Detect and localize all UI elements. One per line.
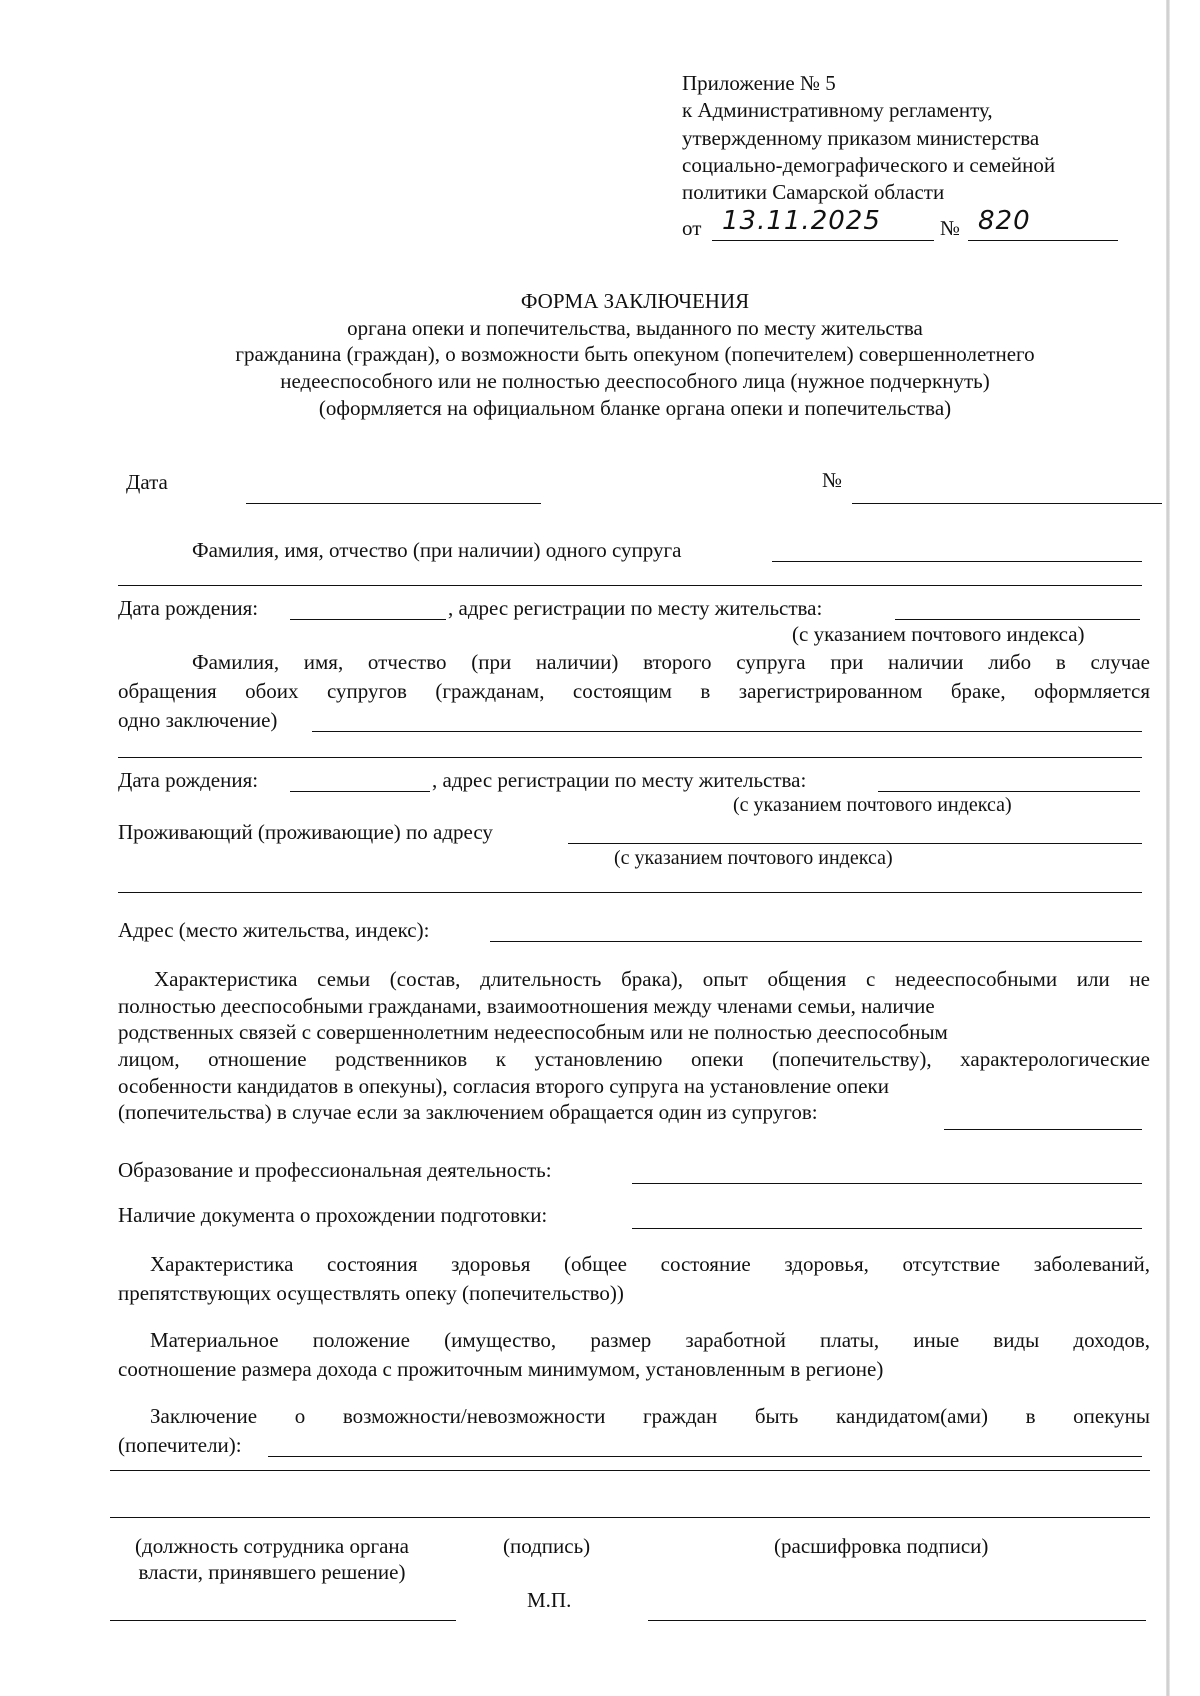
date-label: Дата	[126, 470, 168, 494]
signature-position-line-2: власти, принявшего решение)	[138, 1559, 406, 1584]
title-line-4: (оформляется на официальном бланке органа опеки и попечительства)	[318, 395, 952, 420]
spouse2-intro-line-1: Фамилия, имя, отчество (при наличии) второго супруга при наличии либо в случае	[192, 650, 1150, 674]
annex-line-3: утвержденному приказом министерства	[682, 125, 1040, 150]
residence-label: Проживающий (проживающие) по адресу	[118, 820, 493, 844]
family-line-5: особенности кандидатов в опекуны), согласия второго супруга на установление опеки	[118, 1073, 889, 1098]
signature-position-caption	[112, 1534, 432, 1585]
spouse2-birth-field[interactable]	[290, 791, 430, 792]
residence-field-continued[interactable]	[118, 892, 1142, 893]
title-line-1: органа опеки и попечительства, выданного по месту жительства	[347, 315, 923, 340]
family-line-3: родственных связей с совершеннолетним недееспособным или не полностью дееспособным	[118, 1020, 948, 1045]
family-line-6: (попечительства) в случае если за заключением обращается один из супругов:	[118, 1100, 818, 1125]
title-line-2: гражданина (граждан), о возможности быть опекуном (попечителем) совершеннолетнего	[235, 342, 1035, 367]
number-label: №	[822, 468, 843, 492]
spouse1-address-field[interactable]	[895, 619, 1140, 620]
conclusion-field[interactable]	[268, 1456, 1142, 1457]
page-title: ФОРМА ЗАКЛЮЧЕНИЯ	[520, 289, 750, 313]
spouse1-postal-hint: (с указанием почтового индекса)	[792, 622, 1085, 646]
spouse1-birth-field[interactable]	[290, 619, 446, 620]
annex-number-prefix: №	[940, 216, 961, 240]
spouse2-intro-line-3: одно заключение)	[118, 708, 278, 732]
spouse2-address-field[interactable]	[878, 791, 1140, 792]
conclusion-field-continued[interactable]	[110, 1470, 1150, 1471]
family-field[interactable]	[944, 1129, 1142, 1130]
finance-line-2: соотношение размера дохода с прожиточным минимумом, установленным в регионе)	[118, 1357, 884, 1381]
spouse1-name-field[interactable]	[772, 561, 1142, 562]
address-label: Адрес (место жительства, индекс):	[118, 918, 430, 942]
spouse2-name-field[interactable]	[312, 731, 1142, 732]
annex-block	[682, 70, 1142, 206]
finance-line-1: Материальное положение (имущество, размер заработной платы, иные виды доходов,	[150, 1328, 1150, 1352]
annex-number-underline	[968, 240, 1118, 241]
family-line-2: полностью дееспособными гражданами, взаимоотношения между членами семьи, наличие	[118, 993, 935, 1018]
signature-position-field[interactable]	[110, 1620, 456, 1621]
spouse2-intro-line-2: обращения обоих супругов (гражданам, состоящим в зарегистрированном браке, оформляется	[118, 679, 1150, 703]
scan-edge	[1166, 0, 1170, 1696]
spouse1-name-field-continued[interactable]	[118, 585, 1142, 586]
number-field[interactable]	[852, 503, 1162, 504]
spouse2-name-field-continued[interactable]	[118, 757, 1142, 758]
stamp-mark: М.П.	[527, 1588, 572, 1612]
annex-date-prefix: от	[682, 216, 702, 240]
title-line-3: недееспособного или не полностью дееспособного лица (нужное подчеркнуть)	[280, 368, 990, 393]
signature-decode-field[interactable]	[648, 1620, 1146, 1621]
signature-decode-caption: (расшифровка подписи)	[774, 1534, 989, 1558]
training-label: Наличие документа о прохождении подготовки:	[118, 1203, 548, 1227]
education-field[interactable]	[632, 1183, 1142, 1184]
conclusion-line-1: Заключение о возможности/невозможности граждан быть кандидатом(ами) в опекуны	[150, 1404, 1150, 1428]
date-field[interactable]	[246, 503, 541, 504]
spouse1-name-label: Фамилия, имя, отчество (при наличии) одного супруга	[192, 538, 682, 562]
signature-sign-caption: (подпись)	[503, 1534, 591, 1558]
spouse1-birth-label: Дата рождения:	[118, 596, 259, 620]
conclusion-field-continued-2[interactable]	[110, 1517, 1150, 1518]
family-line-4: лицом, отношение родственников к установлению опеки (попечительству), характерологические	[118, 1046, 1150, 1071]
signature-position-line-1: (должность сотрудника органа	[135, 1534, 409, 1558]
training-field[interactable]	[632, 1228, 1142, 1229]
annex-number-handwritten: 820	[978, 206, 1031, 236]
spouse2-birth-label: Дата рождения:	[118, 768, 259, 792]
annex-line-5: политики Самарской области	[682, 180, 945, 205]
form-title-block	[110, 288, 1160, 421]
health-line-1: Характеристика состояния здоровья (общее состояние здоровья, отсутствие заболеваний,	[150, 1252, 1150, 1276]
spouse1-address-label: , адрес регистрации по месту жительства:	[448, 596, 823, 620]
address-field[interactable]	[490, 941, 1142, 942]
conclusion-line-2: (попечители):	[118, 1433, 242, 1457]
spouse2-address-label: , адрес регистрации по месту жительства:	[432, 768, 807, 792]
annex-date-underline	[712, 240, 934, 241]
health-line-2: препятствующих осуществлять опеку (попечительство))	[118, 1281, 624, 1305]
family-text	[118, 966, 1150, 1126]
annex-line-4: социально-демографического и семейной	[682, 152, 1056, 177]
spouse2-postal-hint: (с указанием почтового индекса)	[733, 794, 1012, 816]
family-line-1: Характеристика семьи (состав, длительность брака), опыт общения с недееспособными или не	[154, 967, 1150, 991]
residence-postal-hint: (с указанием почтового индекса)	[614, 847, 893, 869]
education-label: Образование и профессиональная деятельность:	[118, 1158, 552, 1182]
annex-date-handwritten: 13.11.2025	[722, 206, 881, 236]
annex-line-1: Приложение № 5	[682, 71, 836, 95]
annex-line-2: к Административному регламенту,	[682, 98, 993, 123]
residence-field[interactable]	[568, 843, 1142, 844]
